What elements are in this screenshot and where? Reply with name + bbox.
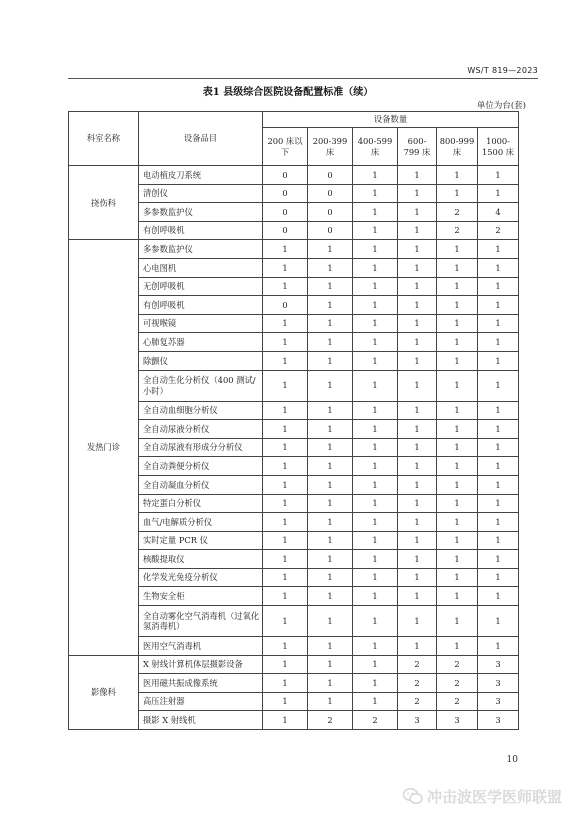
quantity-cell: 1 [308, 370, 353, 401]
department-cell: 影像科 [69, 655, 139, 729]
quantity-cell: 1 [437, 258, 478, 277]
quantity-cell: 1 [353, 674, 398, 693]
quantity-cell: 1 [437, 531, 478, 550]
quantity-cell: 1 [398, 277, 437, 296]
quantity-cell: 1 [353, 333, 398, 352]
equipment-item-cell: 摄影 X 射线机 [139, 711, 263, 730]
quantity-cell: 1 [308, 674, 353, 693]
quantity-cell: 2 [437, 221, 478, 240]
quantity-cell: 1 [398, 457, 437, 476]
quantity-cell: 1 [478, 587, 519, 606]
quantity-cell: 1 [437, 333, 478, 352]
quantity-cell: 1 [308, 692, 353, 711]
unit-note: 单位为台(套) [476, 101, 526, 111]
quantity-cell: 1 [478, 550, 519, 569]
quantity-cell: 1 [478, 314, 519, 333]
quantity-cell: 1 [263, 606, 308, 637]
quantity-cell: 3 [437, 711, 478, 730]
quantity-cell: 0 [308, 221, 353, 240]
quantity-cell: 3 [478, 655, 519, 674]
quantity-cell: 1 [478, 240, 519, 259]
quantity-cell: 1 [353, 438, 398, 457]
quantity-cell: 1 [263, 587, 308, 606]
quantity-cell: 1 [437, 184, 478, 203]
quantity-cell: 1 [263, 494, 308, 513]
equipment-item-cell: 多参数监护仪 [139, 240, 263, 259]
quantity-cell: 1 [308, 420, 353, 439]
quantity-cell: 1 [308, 531, 353, 550]
quantity-cell: 1 [308, 606, 353, 637]
quantity-cell: 1 [478, 166, 519, 185]
quantity-cell: 1 [263, 420, 308, 439]
quantity-cell: 1 [308, 333, 353, 352]
equipment-item-cell: 医用磁共振成像系统 [139, 674, 263, 693]
quantity-cell: 1 [398, 240, 437, 259]
quantity-cell: 1 [478, 420, 519, 439]
quantity-cell: 1 [308, 351, 353, 370]
quantity-cell: 1 [437, 637, 478, 656]
quantity-cell: 1 [478, 438, 519, 457]
quantity-cell: 1 [263, 351, 308, 370]
quantity-cell: 1 [398, 606, 437, 637]
quantity-cell: 1 [263, 333, 308, 352]
quantity-cell: 1 [353, 568, 398, 587]
quantity-cell: 2 [437, 692, 478, 711]
watermark-text: 冲击波医学医师联盟 [426, 788, 562, 806]
quantity-cell: 1 [353, 513, 398, 532]
quantity-cell: 1 [353, 606, 398, 637]
quantity-cell: 0 [308, 184, 353, 203]
quantity-cell: 1 [308, 637, 353, 656]
quantity-cell: 3 [478, 674, 519, 693]
quantity-cell: 1 [308, 550, 353, 569]
quantity-cell: 1 [263, 550, 308, 569]
equipment-item-cell: 多参数监护仪 [139, 203, 263, 222]
quantity-cell: 3 [478, 692, 519, 711]
quantity-cell: 1 [353, 457, 398, 476]
quantity-cell: 2 [308, 711, 353, 730]
quantity-cell: 2 [437, 674, 478, 693]
quantity-cell: 1 [478, 351, 519, 370]
quantity-cell: 1 [478, 494, 519, 513]
quantity-cell: 1 [478, 370, 519, 401]
quantity-cell: 1 [263, 314, 308, 333]
quantity-cell: 0 [263, 203, 308, 222]
quantity-cell: 2 [353, 711, 398, 730]
quantity-cell: 1 [398, 184, 437, 203]
quantity-cell: 1 [478, 513, 519, 532]
quantity-cell: 1 [308, 655, 353, 674]
quantity-cell: 1 [353, 550, 398, 569]
quantity-cell: 1 [308, 438, 353, 457]
quantity-cell: 1 [478, 258, 519, 277]
quantity-cell: 1 [308, 587, 353, 606]
quantity-cell: 1 [437, 370, 478, 401]
equipment-item-cell: 可视喉镜 [139, 314, 263, 333]
quantity-cell: 1 [263, 568, 308, 587]
quantity-cell: 1 [437, 277, 478, 296]
quantity-cell: 1 [437, 420, 478, 439]
quantity-cell: 1 [398, 637, 437, 656]
quantity-cell: 1 [353, 637, 398, 656]
quantity-cell: 2 [398, 655, 437, 674]
quantity-cell: 1 [398, 438, 437, 457]
quantity-cell: 1 [398, 333, 437, 352]
quantity-cell: 1 [437, 606, 478, 637]
quantity-cell: 1 [478, 457, 519, 476]
quantity-cell: 1 [263, 475, 308, 494]
equipment-item-cell: 全自动凝血分析仪 [139, 475, 263, 494]
quantity-cell: 0 [263, 184, 308, 203]
quantity-cell: 1 [478, 184, 519, 203]
header-department: 科室名称 [69, 112, 139, 166]
quantity-cell: 1 [398, 494, 437, 513]
header-bed-range: 200-399 床 [308, 128, 353, 166]
quantity-cell: 1 [353, 351, 398, 370]
table-row [69, 240, 519, 259]
quantity-cell: 1 [398, 258, 437, 277]
table-title: 表1 县级综合医院设备配置标准（续） [202, 87, 374, 98]
quantity-cell: 1 [308, 513, 353, 532]
quantity-cell: 1 [398, 370, 437, 401]
quantity-cell: 3 [478, 711, 519, 730]
quantity-cell: 1 [398, 420, 437, 439]
quantity-cell: 1 [308, 240, 353, 259]
quantity-cell: 1 [398, 587, 437, 606]
quantity-cell: 1 [353, 221, 398, 240]
quantity-cell: 0 [263, 296, 308, 315]
equipment-item-cell: 全自动粪便分析仪 [139, 457, 263, 476]
quantity-cell: 1 [398, 314, 437, 333]
equipment-item-cell: 全自动雾化空气消毒机（过氧化氢消毒机） [139, 606, 263, 637]
quantity-cell: 1 [263, 370, 308, 401]
table-row [69, 166, 519, 185]
quantity-cell: 1 [353, 494, 398, 513]
header-bed-range: 800-999 床 [437, 128, 478, 166]
table-body [69, 166, 519, 730]
equipment-item-cell: 心肺复苏器 [139, 333, 263, 352]
quantity-cell: 1 [398, 568, 437, 587]
quantity-cell: 1 [353, 258, 398, 277]
quantity-cell: 1 [437, 550, 478, 569]
quantity-cell: 1 [353, 184, 398, 203]
quantity-cell: 1 [308, 277, 353, 296]
quantity-cell: 1 [437, 166, 478, 185]
quantity-cell: 2 [398, 692, 437, 711]
equipment-item-cell: 电动植皮刀系统 [139, 166, 263, 185]
equipment-item-cell: 全自动尿液分析仪 [139, 420, 263, 439]
quantity-cell: 0 [308, 166, 353, 185]
quantity-cell: 1 [398, 401, 437, 420]
wechat-logo-icon [403, 788, 423, 805]
equipment-item-cell: 无创呼吸机 [139, 277, 263, 296]
quantity-cell: 1 [398, 351, 437, 370]
quantity-cell: 1 [353, 401, 398, 420]
quantity-cell: 1 [437, 240, 478, 259]
quantity-cell: 1 [263, 258, 308, 277]
header-bed-range: 200 床以下 [263, 128, 308, 166]
quantity-cell: 1 [437, 296, 478, 315]
equipment-item-cell: 全自动尿液有形成分分析仪 [139, 438, 263, 457]
quantity-cell: 1 [437, 475, 478, 494]
quantity-cell: 1 [398, 475, 437, 494]
equipment-item-cell: 全自动血细胞分析仪 [139, 401, 263, 420]
quantity-cell: 2 [398, 674, 437, 693]
equipment-item-cell: 化学发光免疫分析仪 [139, 568, 263, 587]
quantity-cell: 1 [398, 203, 437, 222]
quantity-cell: 1 [263, 438, 308, 457]
quantity-cell: 1 [308, 475, 353, 494]
header-quantity: 设备数量 [263, 112, 519, 128]
equipment-item-cell: X 射线计算机体层摄影设备 [139, 655, 263, 674]
quantity-cell: 1 [437, 587, 478, 606]
quantity-cell: 1 [478, 531, 519, 550]
quantity-cell: 1 [353, 531, 398, 550]
quantity-cell: 1 [353, 314, 398, 333]
header-bed-range: 1000-1500 床 [478, 128, 519, 166]
quantity-cell: 1 [398, 513, 437, 532]
quantity-cell: 1 [263, 531, 308, 550]
quantity-cell: 1 [437, 314, 478, 333]
quantity-cell: 1 [353, 370, 398, 401]
quantity-cell: 1 [308, 296, 353, 315]
quantity-cell: 1 [263, 655, 308, 674]
quantity-cell: 1 [263, 637, 308, 656]
department-cell: 发热门诊 [69, 240, 139, 655]
equipment-item-cell: 除颤仪 [139, 351, 263, 370]
quantity-cell: 1 [353, 296, 398, 315]
quantity-cell: 1 [398, 296, 437, 315]
equipment-item-cell: 高压注射器 [139, 692, 263, 711]
equipment-item-cell: 心电图机 [139, 258, 263, 277]
quantity-cell: 1 [437, 351, 478, 370]
quantity-cell: 1 [353, 277, 398, 296]
quantity-cell: 1 [398, 550, 437, 569]
equipment-item-cell: 医用空气消毒机 [139, 637, 263, 656]
quantity-cell: 1 [437, 513, 478, 532]
header-bed-range: 600-799 床 [398, 128, 437, 166]
quantity-cell: 1 [478, 296, 519, 315]
department-cell: 挠伤科 [69, 166, 139, 240]
quantity-cell: 2 [478, 221, 519, 240]
quantity-cell: 1 [478, 475, 519, 494]
quantity-cell: 1 [263, 692, 308, 711]
table-row [69, 655, 519, 674]
quantity-cell: 1 [437, 401, 478, 420]
quantity-cell: 1 [308, 494, 353, 513]
quantity-cell: 1 [353, 692, 398, 711]
quantity-cell: 1 [263, 277, 308, 296]
equipment-item-cell: 血气/电解质分析仪 [139, 513, 263, 532]
equipment-table [68, 111, 519, 730]
quantity-cell: 1 [478, 568, 519, 587]
equipment-item-cell: 生物安全柜 [139, 587, 263, 606]
quantity-cell: 1 [398, 531, 437, 550]
quantity-cell: 0 [308, 203, 353, 222]
equipment-item-cell: 实时定量 PCR 仪 [139, 531, 263, 550]
quantity-cell: 1 [437, 457, 478, 476]
quantity-cell: 1 [308, 314, 353, 333]
quantity-cell: 1 [353, 166, 398, 185]
quantity-cell: 1 [398, 221, 437, 240]
quantity-cell: 1 [353, 203, 398, 222]
quantity-cell: 1 [478, 401, 519, 420]
quantity-cell: 0 [263, 166, 308, 185]
quantity-cell: 1 [353, 475, 398, 494]
quantity-cell: 1 [263, 457, 308, 476]
quantity-cell: 1 [478, 637, 519, 656]
quantity-cell: 1 [353, 587, 398, 606]
equipment-item-cell: 全自动生化分析仪（400 测试/小时） [139, 370, 263, 401]
header-rule [68, 78, 538, 79]
quantity-cell: 1 [308, 568, 353, 587]
quantity-cell: 1 [308, 457, 353, 476]
equipment-table-wrapper [68, 111, 518, 730]
watermark [403, 786, 562, 807]
quantity-cell: 1 [353, 655, 398, 674]
quantity-cell: 0 [263, 221, 308, 240]
quantity-cell: 1 [478, 333, 519, 352]
quantity-cell: 4 [478, 203, 519, 222]
quantity-cell: 1 [478, 606, 519, 637]
quantity-cell: 1 [437, 494, 478, 513]
quantity-cell: 1 [437, 568, 478, 587]
quantity-cell: 1 [353, 240, 398, 259]
quantity-cell: 3 [398, 711, 437, 730]
equipment-item-cell: 有创呼吸机 [139, 221, 263, 240]
quantity-cell: 1 [263, 513, 308, 532]
quantity-cell: 1 [263, 240, 308, 259]
equipment-item-cell: 核酸提取仪 [139, 550, 263, 569]
quantity-cell: 1 [478, 277, 519, 296]
quantity-cell: 1 [308, 401, 353, 420]
standard-code: WS/T 819—2023 [467, 66, 538, 75]
quantity-cell: 1 [263, 401, 308, 420]
page-number: 10 [506, 755, 518, 765]
quantity-cell: 1 [437, 438, 478, 457]
header-item: 设备品目 [139, 112, 263, 166]
equipment-item-cell: 清创仪 [139, 184, 263, 203]
quantity-cell: 1 [398, 166, 437, 185]
equipment-item-cell: 特定蛋白分析仪 [139, 494, 263, 513]
quantity-cell: 1 [353, 420, 398, 439]
quantity-cell: 1 [263, 674, 308, 693]
header-bed-range: 400-599 床 [353, 128, 398, 166]
equipment-item-cell: 有创呼吸机 [139, 296, 263, 315]
quantity-cell: 1 [263, 711, 308, 730]
quantity-cell: 2 [437, 655, 478, 674]
quantity-cell: 1 [308, 258, 353, 277]
quantity-cell: 2 [437, 203, 478, 222]
